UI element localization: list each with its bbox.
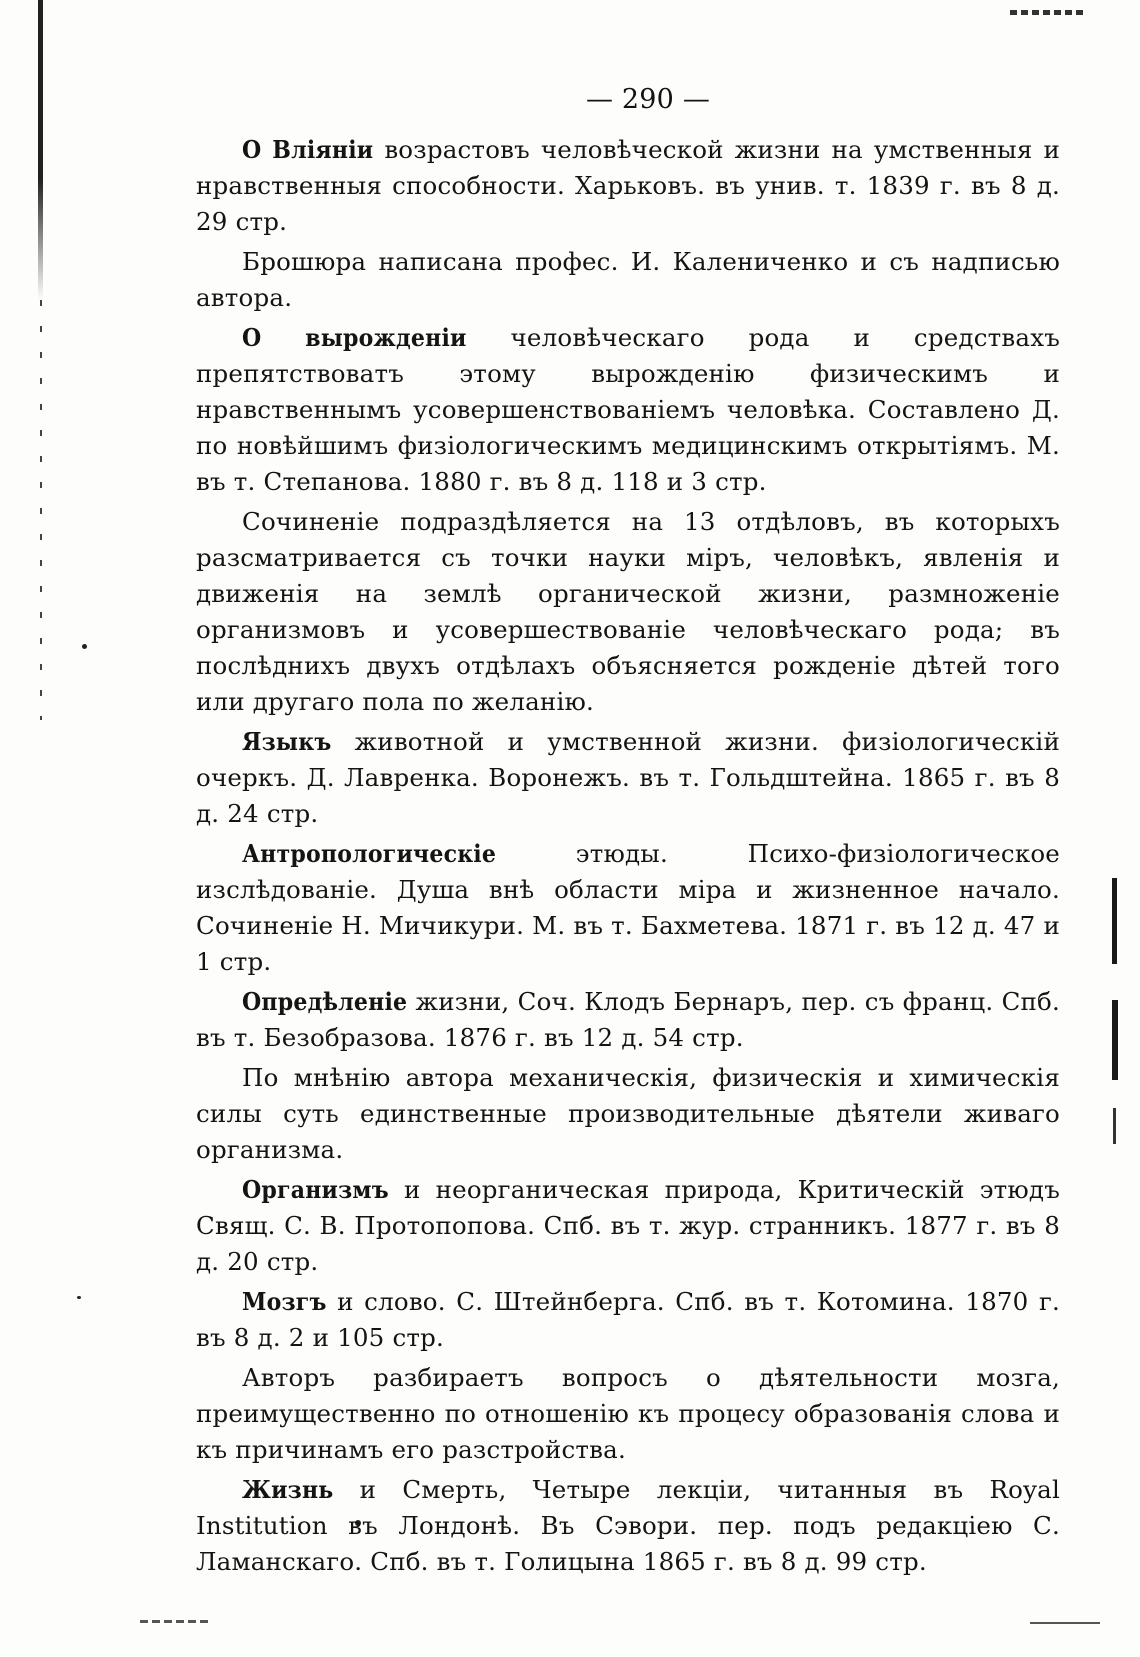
entry-annotation [196, 1060, 1060, 1168]
entry-text: Авторъ разбираетъ вопросъ о дѣятельности мозга, преимущественно по отношенію къ процесу образованія слова и къ причинамъ его разстройства. [196, 1363, 1060, 1464]
bibliography-entry [196, 724, 1060, 832]
scan-speck [77, 1296, 81, 1299]
page-number: — 290 — [585, 84, 711, 115]
binding-edge [38, 0, 43, 300]
entry-text: По мнѣнію автора механическія, физическія и химическія силы суть единственные производительные дѣятели живаго организма. [196, 1063, 1060, 1164]
entry-text: Сочиненіе подраздѣляется на 13 отдѣловъ, въ которыхъ разсматривается съ точки науки міръ, человѣкъ, явленія и движенія на землѣ органической жизни, размноженіе организмовъ и усовершествованіе человѣческаго рода; въ послѣднихъ двухъ отдѣлахъ объясняется рожденіе дѣтей того или другаго пола по желанію. [196, 507, 1060, 716]
entry-keyword: Языкъ [242, 727, 332, 756]
bibliography-entry [196, 1284, 1060, 1356]
entry-text: жизни, Соч. Клодъ Бернаръ, пер. съ франц. Спб. въ т. Безобразова. 1876 г. въ 12 д. 54 стр. [196, 987, 1060, 1052]
scan-artifact-right [1112, 1000, 1118, 1080]
bibliography-entry [196, 1172, 1060, 1280]
entry-annotation [196, 1360, 1060, 1468]
scan-artifact-bottom [1030, 1622, 1100, 1624]
scan-artifact-right [1113, 1108, 1116, 1144]
entry-keyword: Опредѣленіе [242, 987, 408, 1016]
entry-keyword: Антропологическіе [242, 839, 497, 868]
bibliography-entry [196, 132, 1060, 240]
scan-artifact-right [1112, 878, 1117, 964]
entry-keyword: Мозгъ [242, 1287, 327, 1316]
bibliography-entry [196, 984, 1060, 1056]
entry-text: и слово. С. Штейнберга. Спб. въ т. Котомина. 1870 г. въ 8 д. 2 и 105 стр. [196, 1287, 1060, 1352]
document-page [196, 82, 1060, 1584]
entry-text: возрастовъ человѣческой жизни на умственныя и нравственныя способности. Харьковъ. въ унив. т. 1839 г. въ 8 д. 29 стр. [196, 135, 1060, 236]
entry-keyword: Организмъ [242, 1175, 389, 1204]
bibliography-entry [196, 320, 1060, 500]
entry-text: и Смерть, Четыре лекціи, читанныя въ Royal Institution въ Лондонѣ. Въ Сэвори. пер. подъ редакціею С. Ламанскаго. Спб. въ т. Голицына 1865 г. въ 8 д. 99 стр. [196, 1475, 1060, 1576]
entry-text: этюды. Психо-физіологическое изслѣдованіе. Душа внѣ области міра и жизненное начало. Сочиненіе Н. Мичикури. М. въ т. Бахметева. 1871 г. въ 12 д. 47 и 1 стр. [196, 839, 1060, 976]
entry-annotation [196, 504, 1060, 720]
entry-annotation [196, 244, 1060, 316]
entry-keyword: Жизнь [242, 1475, 334, 1504]
scan-artifact-bottom [140, 1620, 210, 1623]
entry-keyword: О Вліяніи [242, 135, 374, 164]
scan-speck [82, 644, 87, 649]
bibliography-entry [196, 1472, 1060, 1580]
entry-text: и неорганическая природа, Критическій этюдъ Свящ. С. В. Протопопова. Спб. въ т. жур. странникъ. 1877 г. въ 8 д. 20 стр. [196, 1175, 1060, 1276]
entry-text: человѣческаго рода и средствахъ препятствоватъ этому вырожденію физическимъ и нравственнымъ усовершенствованіемъ человѣка. Составлено Д. по новѣйшимъ физіологическимъ медицинскимъ открытіямъ. М. въ т. Степанова. 1880 г. въ 8 д. 118 и 3 стр. [196, 323, 1060, 496]
entry-text: животной и умственной жизни. физіологическій очеркъ. Д. Лавренка. Воронежъ. въ т. Гольдштейна. 1865 г. въ 8 д. 24 стр. [196, 727, 1060, 828]
entry-keyword: О вырожденіи [242, 323, 467, 352]
scan-artifact-top [1010, 10, 1085, 15]
entry-text: Брошюра написана профес. И. Калениченко и съ надписью автора. [196, 247, 1060, 312]
binding-edge-dashes [40, 300, 42, 720]
bibliography-entry [196, 836, 1060, 980]
